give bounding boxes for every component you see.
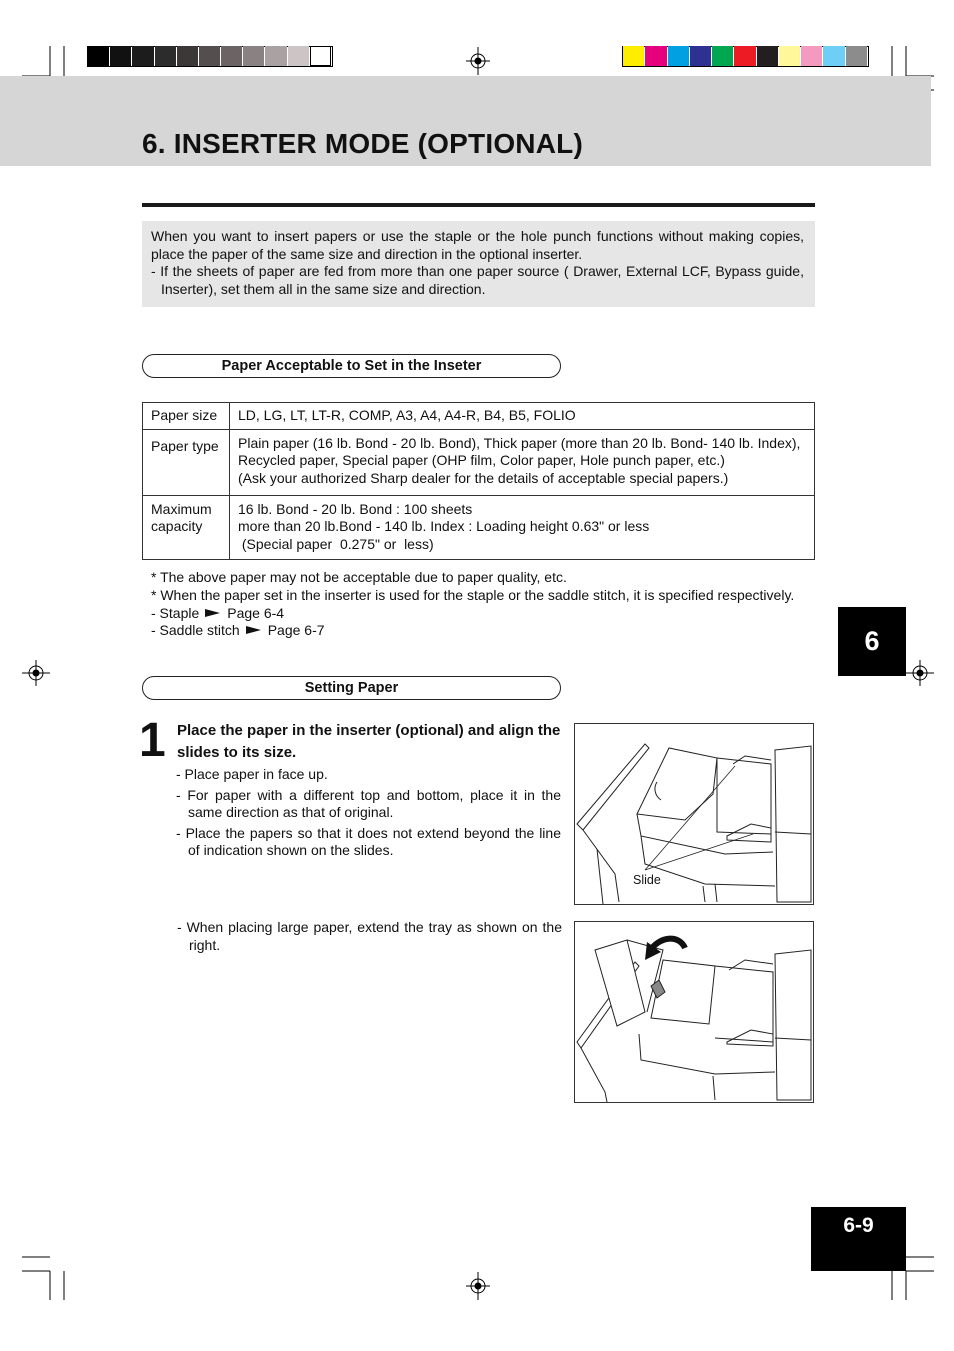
- calibration-swatch: [690, 46, 711, 66]
- registration-target-right: [906, 660, 934, 686]
- list-item: - When placing large paper, extend the tray as shown on the right.: [177, 919, 562, 953]
- registration-target-top: [466, 47, 490, 75]
- calibration-swatch: [801, 46, 822, 66]
- figure-caption-slide: Slide: [633, 873, 661, 887]
- calibration-swatch: [757, 46, 778, 66]
- registration-target-left: [22, 660, 50, 686]
- intro-note: - If the sheets of paper are fed from more than one paper source ( Drawer, External LCF, Bypass guide, Inserter), set them all in the same size and direction.: [151, 263, 804, 297]
- value-line: more than 20 lb.Bond - 140 lb. Index : Loading height 0.63" or less: [238, 518, 650, 534]
- calibration-swatch: [132, 46, 153, 66]
- row-label-maximum-capacity: [143, 495, 230, 560]
- page-title: 6. INSERTER MODE (OPTIONAL): [142, 128, 583, 159]
- step-number: 1: [139, 714, 166, 767]
- ref-staple-page: Page 6-4: [227, 604, 285, 621]
- page-number: 6-9: [811, 1207, 906, 1271]
- notes: [151, 569, 794, 640]
- figure-inserter-slides: [574, 723, 814, 905]
- figure-extend-tray: [574, 921, 814, 1103]
- calibration-swatch: [221, 46, 242, 66]
- paper-spec-table: [142, 402, 815, 560]
- calibration-swatch: [265, 46, 286, 66]
- label-line: capacity: [151, 518, 203, 534]
- value-line: (Special paper 0.275" or less): [238, 535, 434, 552]
- tray-extension-illustration: [575, 922, 813, 1102]
- calibration-swatch: [645, 46, 666, 66]
- list-item: - Place the papers so that it does not extend beyond the line of indication shown on the slides.: [176, 824, 561, 858]
- rotate-arrow-icon: [645, 939, 685, 960]
- table-row: [143, 429, 815, 495]
- table-row: [143, 403, 815, 430]
- row-value-paper-size: [230, 403, 815, 430]
- calibration-swatch: [779, 46, 800, 66]
- title-rule: [142, 203, 815, 207]
- label-line: Maximum: [151, 500, 212, 517]
- step-instruction-large-paper: [177, 919, 562, 957]
- calibration-swatch: [734, 46, 755, 66]
- row-label-paper-type: Paper type: [143, 429, 230, 495]
- list-item: - Place paper in face up.: [176, 766, 328, 782]
- value-line: (Ask your authorized Sharp dealer for the details of acceptable special papers.): [238, 469, 729, 486]
- row-value-paper-type: [230, 429, 815, 495]
- list-item: - For paper with a different top and bottom, place it in the same direction as that of original.: [176, 786, 561, 820]
- calibration-swatch: [623, 46, 644, 66]
- step-instructions: [176, 766, 561, 863]
- calibration-swatch: [199, 46, 220, 66]
- arrow-right-icon: [246, 626, 261, 634]
- ref-staple: [151, 605, 794, 623]
- intro-text: When you want to insert papers or use the staple or the hole punch functions without making copies, place the paper of the same size and direction in the optional inserter.: [151, 228, 804, 262]
- note-staple-saddle: * When the paper set in the inserter is used for the staple or the saddle stitch, it is specified respectively.: [151, 586, 795, 603]
- value-line: Recycled paper, Special paper (OHP film, Color paper, Hole punch paper, etc.): [238, 452, 725, 468]
- calibration-swatch: [177, 46, 198, 66]
- calibration-swatch: [310, 46, 331, 66]
- row-value-maximum-capacity: [230, 495, 815, 560]
- ref-saddle-label: - Saddle stitch: [151, 622, 240, 639]
- registration-target-bottom: [466, 1272, 490, 1300]
- row-label-paper-size: Paper size: [143, 403, 230, 430]
- step-title: Place the paper in the inserter (optional) and align the slides to its size.: [177, 722, 561, 761]
- calibration-swatch: [288, 46, 309, 66]
- value-line: 16 lb. Bond - 20 lb. Bond : 100 sheets: [238, 500, 473, 517]
- intro-box: [142, 221, 815, 307]
- value-line: Plain paper (16 lb. Bond - 20 lb. Bond), Thick paper (more than 20 lb. Bond- 140 lb. Index),: [238, 434, 801, 451]
- ref-saddle-page: Page 6-7: [267, 622, 325, 639]
- note-paper-quality: * The above paper may not be acceptable due to paper quality, etc.: [151, 569, 567, 585]
- arrow-right-icon: [205, 609, 220, 617]
- table-row: [143, 495, 815, 560]
- calibration-swatch: [668, 46, 689, 66]
- calibration-swatch: [823, 46, 844, 66]
- calibration-swatch: [846, 46, 867, 66]
- calibration-swatch: [243, 46, 264, 66]
- ref-saddle-stitch: [151, 622, 794, 640]
- section-heading-paper-acceptable: Paper Acceptable to Set in the Inseter: [142, 354, 561, 378]
- inserter-illustration: [575, 724, 813, 904]
- value-line: LD, LG, LT, LT-R, COMP, A3, A4, A4-R, B4, B5, FOLIO: [238, 407, 576, 423]
- section-heading-setting-paper: Setting Paper: [142, 676, 561, 700]
- chapter-tab: 6: [838, 607, 906, 676]
- calibration-swatch: [712, 46, 733, 66]
- calibration-swatch: [155, 46, 176, 66]
- calibration-swatch: [88, 46, 109, 66]
- calibration-swatch: [110, 46, 131, 66]
- ref-staple-label: - Staple: [151, 604, 200, 621]
